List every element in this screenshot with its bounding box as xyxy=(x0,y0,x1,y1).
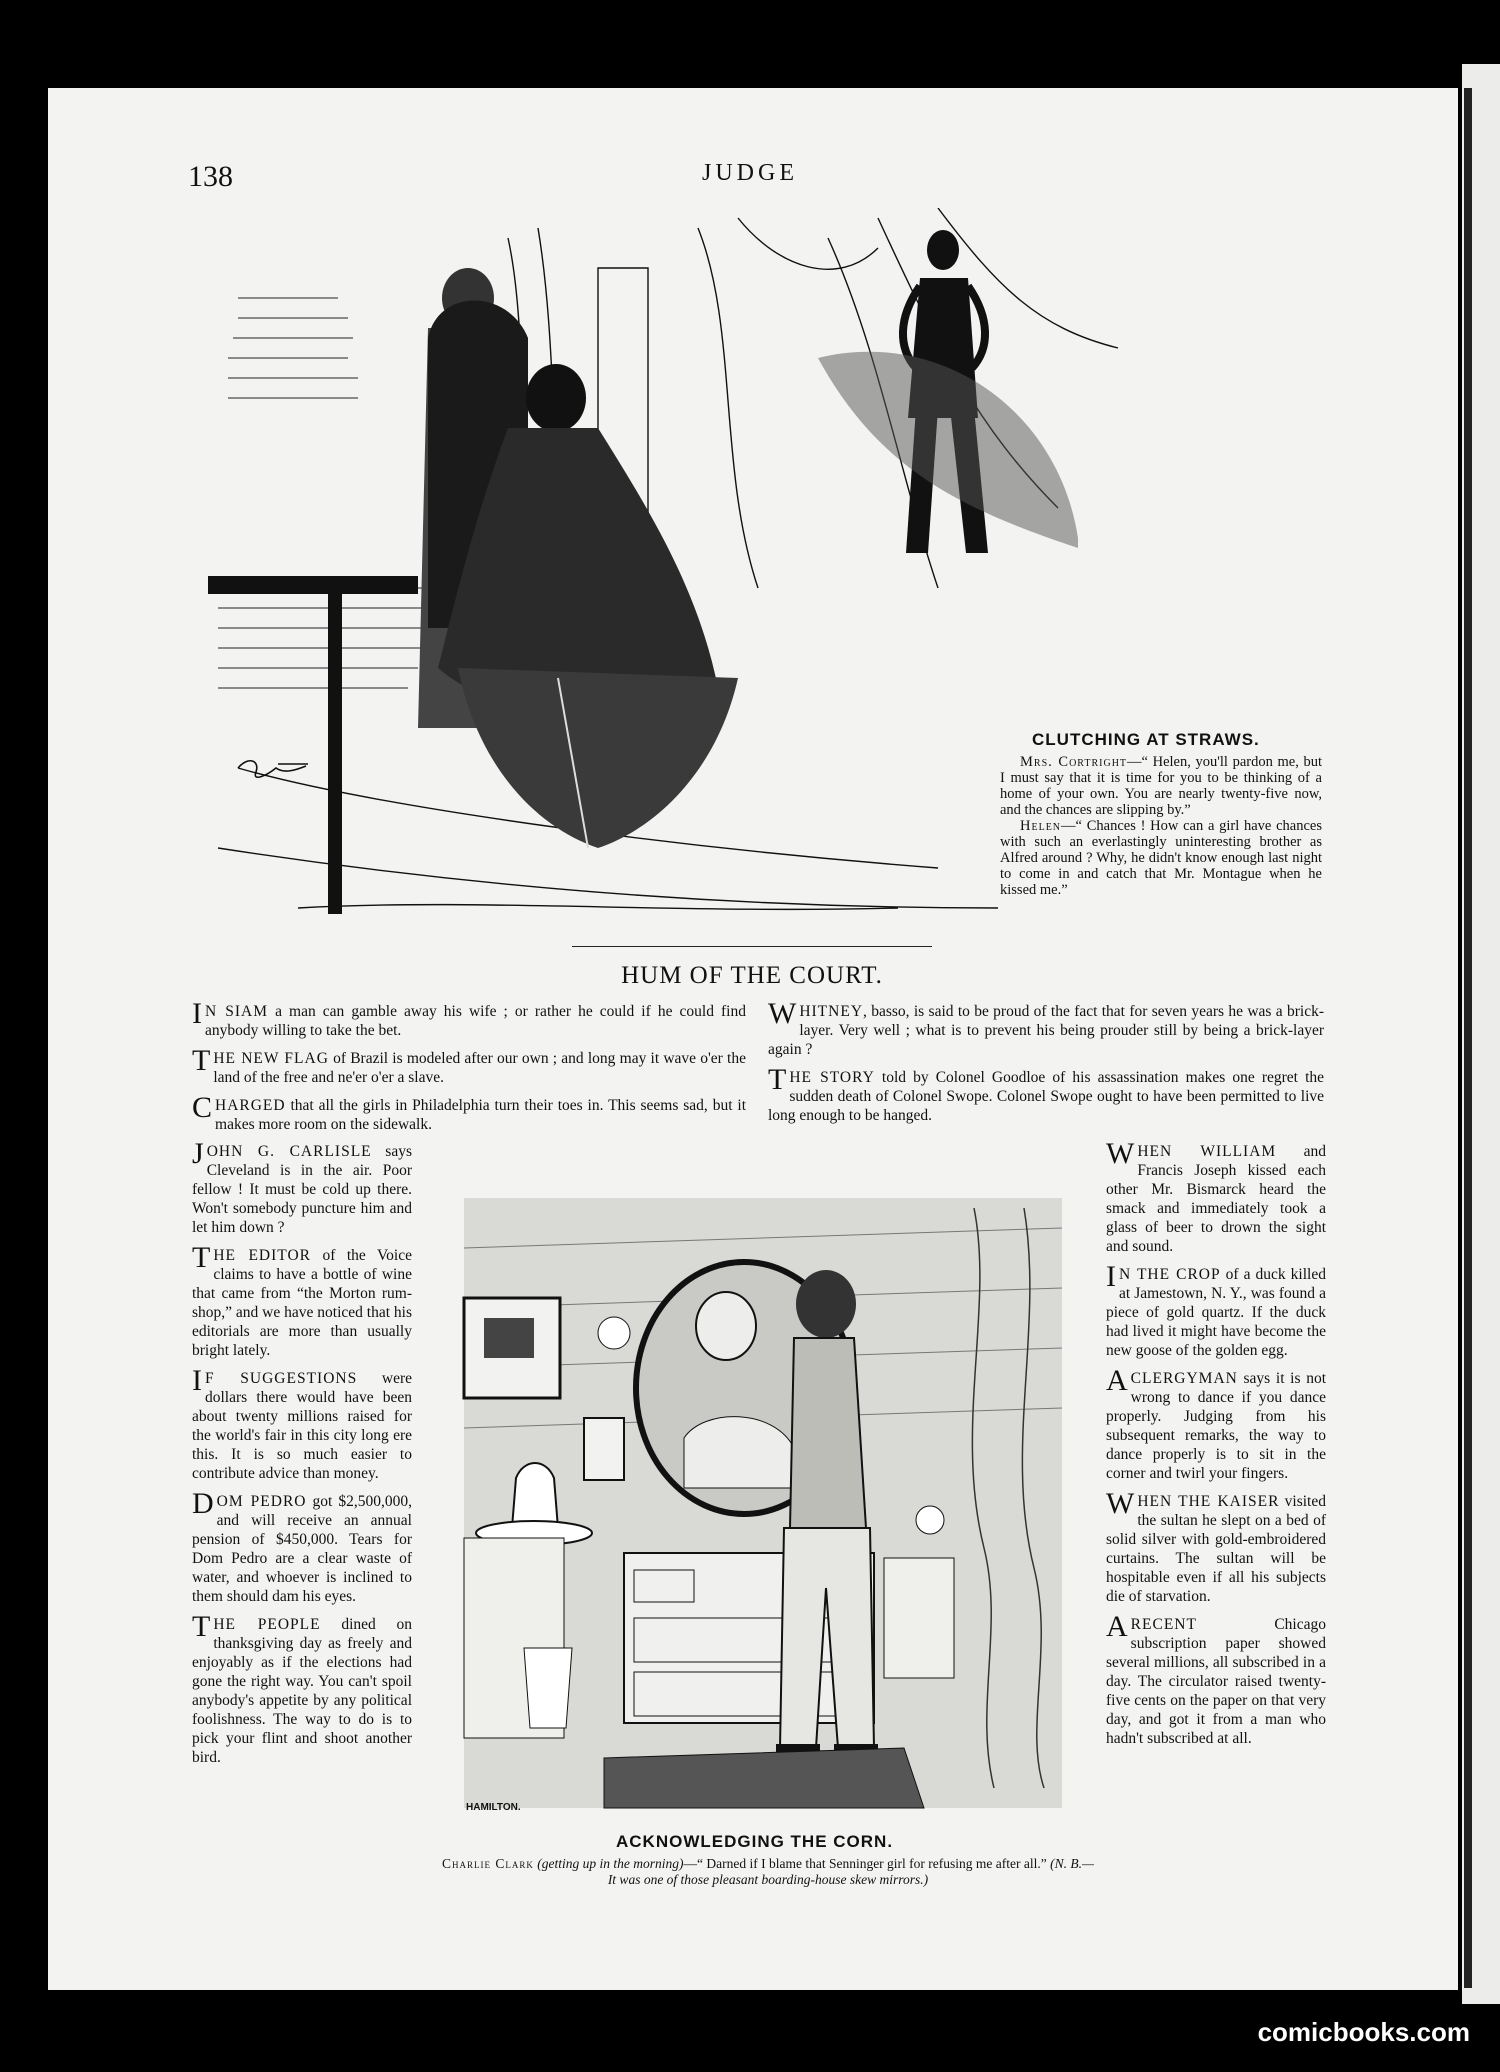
caption-speaker-1: Mrs. Cortright xyxy=(1020,754,1128,770)
left-column-narrow xyxy=(192,1137,413,1776)
left-item-2: THE NEW FLAG of Brazil is modeled after our own ; and long may it wave o'er the land of the free and ne'er o'er a slave. xyxy=(192,1044,746,1086)
center-caption-stage: (getting up in the morning) xyxy=(537,1856,684,1871)
right-item-7: A RECENT Chicago subscription paper showed several millions, all subscribed in a day. The circulator raised twenty-five cents on the paper on that very day, and got it from a man who hadn't subscribed at all. xyxy=(1106,1610,1326,1747)
center-cartoon-title: ACKNOWLEDGING THE CORN. xyxy=(616,1832,894,1851)
right-item-4: I N THE CROP of a duck killed at Jamestown, N. Y., was found a piece of gold quartz. If the duck had lived it might have become the new goose of the golden egg. xyxy=(1106,1260,1326,1359)
right-item-5: A CLERGYMAN says it is not wrong to dance if you dance properly. Judging from his subsequent remarks, the way to dance properly is to sit in the corner and twirl your fingers. xyxy=(1106,1364,1326,1482)
right-column-top xyxy=(768,997,1325,1134)
left-item-7: DOM PEDRO got $2,500,000, and will receive an annual pension of $450,000. Tears for Dom Pedro are a clear waste of water, and whoever is inclined to them should dam his eyes. xyxy=(192,1487,412,1605)
caption-line-2: —“ Chances ! How can a girl have chances with such an everlastingly uninteresting brother as Alfred around ? Why, he didn't know enough last night to come in and catch that Mr. Montague when he kissed me.” xyxy=(1000,818,1322,898)
center-caption-speaker: Charlie Clark xyxy=(442,1856,534,1871)
page-number: 138 xyxy=(188,160,233,193)
watermark-link[interactable]: comicbooks.com xyxy=(1257,2017,1470,2047)
center-caption-note: (N. B.—It was one of those pleasant boarding-house skew mirrors.) xyxy=(607,1856,1094,1887)
mirror-scene-illustration xyxy=(454,1188,1072,1824)
left-item-3: CHARGED that all the girls in Philadelphia turn their toes in. This seems sad, but it makes more room on the sidewalk. xyxy=(192,1091,746,1133)
left-item-5: THE EDITOR of the Voice claims to have a bottle of wine that came from “the Morton rum-shop,” and we have noticed that his editorials are more than usually bright lately. xyxy=(192,1241,412,1359)
right-item-3: WHEN WILLIAM and Francis Joseph kissed each other Mr. Bismarck heard the smack and immediately took a glass of beer to drown the sight and sound. xyxy=(1106,1137,1326,1255)
right-column-narrow xyxy=(1106,1137,1326,1757)
left-item-8: THE PEOPLE dined on thanksgiving day as freely and enjoyably as if the elections had gone the right way. You can't spoil anybody's appetite by any political foolishness. The way to do is to pick your flint and shoot another bird. xyxy=(192,1610,413,1766)
top-cartoon-title: CLUTCHING AT STRAWS. xyxy=(1032,730,1260,749)
left-column-top xyxy=(192,997,746,1143)
top-cartoon-caption xyxy=(1000,754,1322,898)
right-item-6: WHEN THE KAISER visited the sultan he slept on a bed of solid silver with gold-embroidered curtains. The sultan will be hospitable even if all his subjects die of starvation. xyxy=(1106,1487,1326,1605)
left-item-1: I N SIAM a man can gamble away his wife ; or rather he could if he could find anybody willing to take the bet. xyxy=(192,997,746,1039)
section-title: HUM OF THE COURT. xyxy=(621,962,883,989)
right-item-1: WHITNEY, basso, is said to be proud of the fact that for seven years he was a brick-layer. Very well ; what is to prevent his being prouder still by being a brick-layer again ? xyxy=(768,997,1324,1058)
right-item-2: THE STORY told by Colonel Goodloe of his assassination makes one regret the sudden death of Colonel Swope. Colonel Swope ought to have been permitted to live long enough to be hanged. xyxy=(768,1063,1325,1124)
spine-shadow xyxy=(1464,88,1472,1988)
masthead: JUDGE xyxy=(702,160,798,186)
caption-speaker-2: Helen xyxy=(1020,818,1062,834)
caption-line-1: —“ Helen, you'll pardon me, but I must say that it is time for you to be thinking of a home of your own. You are nearly twenty-five now, and the chances are slipping by.” xyxy=(1000,754,1323,818)
center-cartoon-caption xyxy=(442,1856,1094,1888)
illustrator-signature: HAMILTON. xyxy=(466,1802,521,1813)
signature-scrawl-icon xyxy=(238,761,308,777)
section-rule xyxy=(572,946,932,947)
left-item-4: JOHN G. CARLISLE says Cleveland is in the air. Poor fellow ! It must be cold up there. Won't somebody puncture him and let him down ? xyxy=(192,1137,412,1236)
left-item-6: I F SUGGESTIONS were dollars there would have been about twenty millions raised for the world's fair in this city long ere this. It is so much easier to contribute advice than money. xyxy=(192,1364,412,1482)
center-caption-text: —“ Darned if I blame that Senninger girl for refusing me after all.” xyxy=(683,1856,1047,1871)
